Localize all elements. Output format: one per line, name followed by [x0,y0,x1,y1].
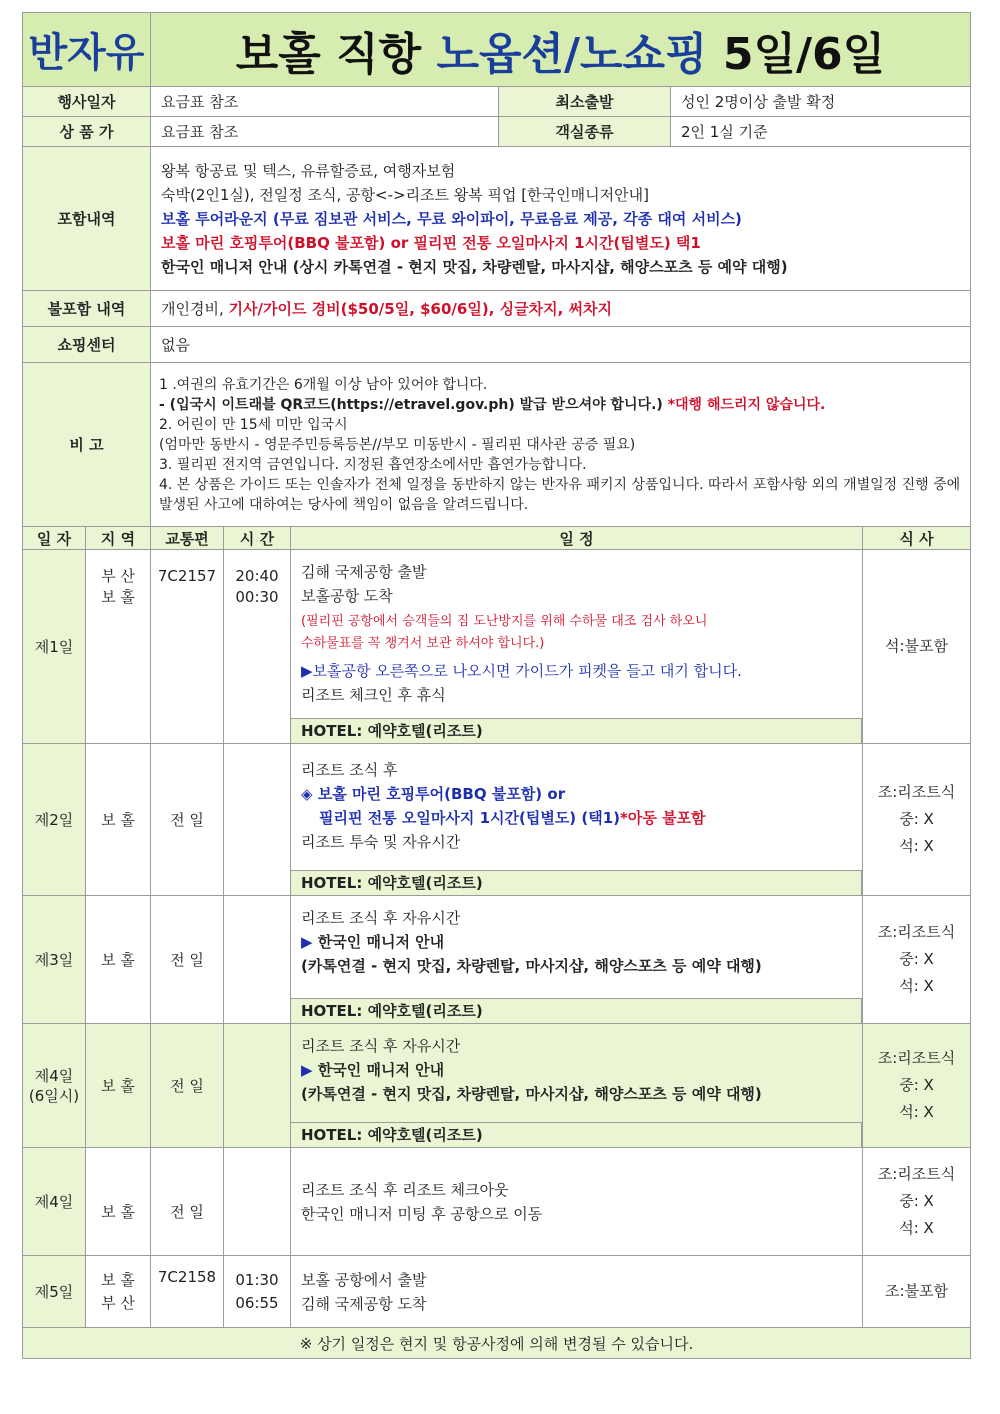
table-row [23,744,971,896]
area: 보 홀 [86,1024,151,1148]
transport: 전 일 [151,1024,224,1148]
hotel-row: HOTEL: 예약호텔(리조트) [291,998,862,1023]
day-label: 제4일 [23,1148,86,1256]
schedule-header-row [23,527,971,550]
triangle-right-icon: ▶ [301,1061,313,1079]
triangle-right-icon: ▶ [301,662,313,680]
room-label: 객실종류 [499,117,671,147]
meal: 조:불포함 [863,1256,971,1328]
transport: 전 일 [151,1148,224,1256]
area: 보 홀 [86,896,151,1024]
area: 보 홀 부 산 [86,1256,151,1328]
hotel-row: HOTEL: 예약호텔(리조트) [291,870,862,895]
table-row [23,550,971,744]
schedule-table [22,526,971,1359]
hotel-row: HOTEL: 예약호텔(리조트) [291,718,862,743]
day-label: 제1일 [23,550,86,744]
day-label: 제4일 (6일시) [23,1024,86,1148]
header-meal: 식 사 [863,527,971,550]
itinerary-cell: 리조트 조식 후 자유시간 ▶ 한국인 매니저 안내 (카톡연결 - 현지 맛집, 차량렌탈, 마사지샵, 해양스포츠 등 예약 대행) HOTEL: 예약호텔(리조트) [291,896,863,1024]
hotel-row: HOTEL: 예약호텔(리조트) [291,1122,862,1147]
day-label: 제5일 [23,1256,86,1328]
table-row [23,1148,971,1256]
excluded-value: 개인경비, 기사/가이드 경비($50/5일, $60/6일), 싱글차지, 써차지 [151,291,971,327]
times [224,744,291,896]
room-value: 2인 1실 기준 [671,117,971,147]
header-itinerary: 일 정 [291,527,863,550]
included-line: 보홀 투어라운지 (무료 짐보관 서비스, 무료 와이파이, 무료음료 제공, 각종 대여 서비스) [161,209,742,228]
meal: 조:리조트식 중: X 석: X [863,1024,971,1148]
times [224,1148,291,1256]
header-day: 일 자 [23,527,86,550]
min-label: 최소출발 [499,87,671,117]
times [224,1024,291,1148]
table-row [23,1024,971,1148]
meal: 조:리조트식 중: X 석: X [863,744,971,896]
times: 01:30 06:55 [224,1256,291,1328]
area: 보 홀 [86,1148,151,1256]
itinerary-cell: 김해 국제공항 출발 보홀공항 도착 (필리핀 공항에서 승객들의 짐 도난방지를 위해 수하물 대조 검사 하오니 수하물표를 꼭 챙겨서 보관 하셔야 합니다.) ▶보홀공항 오른쪽으로 나오시면 가이드가 피켓을 들고 대기 합니다. 리조트 체크인 후 휴식 HOTEL: 예약호텔(리조트) [291,550,863,744]
included-line: 보홀 마린 호핑투어(BBQ 불포함) or 필리핀 전통 오일마사지 1시간(팁별도) 택1 [161,233,701,252]
header-time: 시 간 [224,527,291,550]
meal: 조:리조트식 중: X 석: X [863,1148,971,1256]
table-row [23,1256,971,1328]
area: 부 산 보 홀 [86,550,151,744]
itinerary-cell: 리조트 조식 후 자유시간 ▶ 한국인 매니저 안내 (카톡연결 - 현지 맛집, 차량렌탈, 마사지샵, 해양스포츠 등 예약 대행) HOTEL: 예약호텔(리조트) [291,1024,863,1148]
itinerary-cell: 리조트 조식 후 리조트 체크아웃 한국인 매니저 미팅 후 공항으로 이동 [291,1148,863,1256]
remarks-label: 비 고 [23,363,151,527]
date-label: 행사일자 [23,87,151,117]
area: 보 홀 [86,744,151,896]
times: 20:40 00:30 [224,550,291,744]
info-table [22,12,971,527]
meal: 조:리조트식 중: X 석: X [863,896,971,1024]
table-row [23,896,971,1024]
included-line: 왕복 항공료 및 텍스, 유류할증료, 여행자보험 [161,161,456,180]
itinerary-cell: 보홀 공항에서 출발 김해 국제공항 도착 [291,1256,863,1328]
day-label: 제3일 [23,896,86,1024]
excluded-label: 불포함 내역 [23,291,151,327]
remarks-content: 1 .여권의 유효기간은 6개월 이상 남아 있어야 합니다. - (입국시 이트래블 QR코드(https://etravel.gov.ph) 발급 받으셔야 합니다.) *대행 해드리지 않습니다. 2. 어린이 만 15세 미만 입국시 (엄마만 동반시 - 영문주민등록등본//부모 미동반시 - 필리핀 대사관 공증 필요) 3. 필리핀 전지역 금연입니다. 지정된 흡연장소에서만 흡연가능합니다. 4. 본 상품은 가이드 또는 인솔자가 전체 일정을 동반하지 않는 반자유 패키지 상품입니다. 따라서 포함사항 외의 개별일정 진행 중에 발생된 사고에 대하여는 당사에 책임이 없음을 알려드립니다. [151,363,971,527]
times [224,896,291,1024]
min-value: 성인 2명이상 출발 확정 [671,87,971,117]
shopping-value: 없음 [151,327,971,363]
header-transport: 교통편 [151,527,224,550]
flight: 7C2158 [151,1256,224,1328]
included-line: 숙박(2인1실), 전일정 조식, 공항<->리조트 왕복 픽업 [한국인매니저안내] [161,185,649,204]
header-area: 지 역 [86,527,151,550]
day-label: 제2일 [23,744,86,896]
transport: 전 일 [151,744,224,896]
included-line: 한국인 매니저 안내 (상시 카톡연결 - 현지 맛집, 차량렌탈, 마사지샵, 해양스포츠 등 예약 대행) [161,257,788,276]
date-value: 요금표 참조 [151,87,499,117]
included-content [151,147,971,291]
transport: 전 일 [151,896,224,1024]
brand-title: 반자유 [23,13,151,87]
included-label: 포함내역 [23,147,151,291]
diamond-icon: ◈ [301,785,313,803]
meal: 석:불포함 [863,550,971,744]
flight: 7C2157 [151,550,224,744]
shopping-label: 쇼핑센터 [23,327,151,363]
footer-note: ※ 상기 일정은 현지 및 항공사정에 의해 변경될 수 있습니다. [23,1328,971,1359]
page-title: 보홀 직항 노옵션/노쇼핑 5일/6일 [151,13,971,87]
itinerary-document [22,12,970,1359]
price-value: 요금표 참조 [151,117,499,147]
triangle-right-icon: ▶ [301,933,313,951]
price-label: 상 품 가 [23,117,151,147]
itinerary-cell: 리조트 조식 후 ◈ 보홀 마린 호핑투어(BBQ 불포함) or 필리핀 전통 오일마사지 1시간(팁별도) (택1)*아동 불포함 리조트 투숙 및 자유시간 HOTEL: 예약호텔(리조트) [291,744,863,896]
